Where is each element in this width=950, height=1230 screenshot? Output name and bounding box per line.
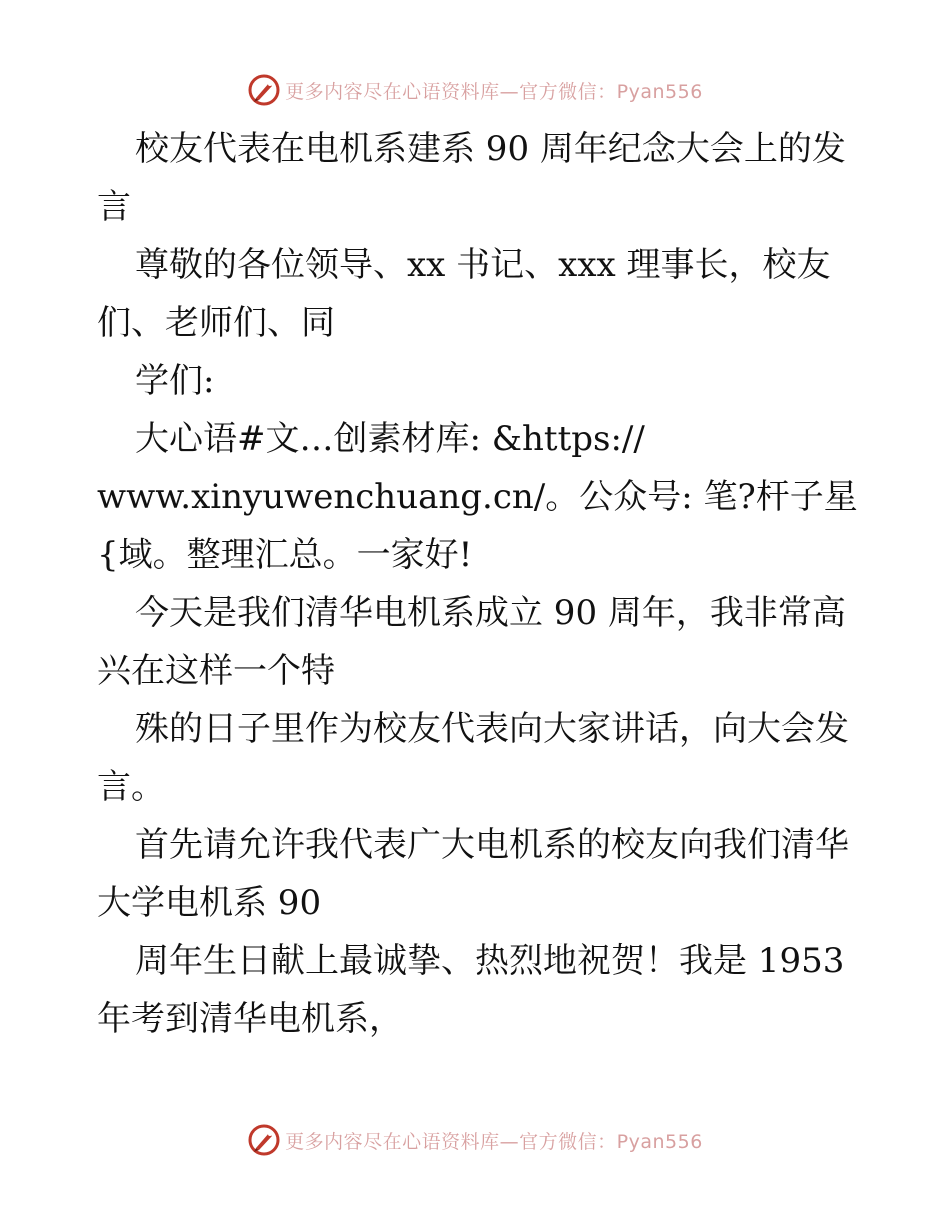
text-line: 年考到清华电机系， — [97, 999, 403, 1039]
text-line: {域。整理汇总。一家好! — [97, 535, 473, 575]
text-line: www.xinyuwenchuang.cn/。公众号: 笔?杆子星 — [97, 477, 858, 517]
text-line: 校友代表在电机系建系 90 周年纪念大会上的发 — [135, 129, 846, 169]
footer-banner — [0, 1120, 950, 1160]
text-line: 大学电机系 90 — [97, 883, 322, 923]
text-line: 学们: — [135, 361, 215, 401]
text-line: 言。 — [97, 767, 165, 807]
text-line: 周年生日献上最诚挚、热烈地祝贺！我是 1953 — [135, 941, 845, 981]
text-line: 兴在这样一个特 — [97, 651, 335, 691]
text-line: 大心语#文…创素材库: &https:// — [135, 419, 645, 459]
text-line: 今天是我们清华电机系成立 90 周年，我非常高 — [135, 593, 846, 633]
text-line: 们、老师们、同 — [97, 303, 335, 343]
text-line: 言 — [97, 187, 131, 227]
pen-logo-icon — [247, 1123, 281, 1157]
text-line: 尊敬的各位领导、xx 书记、xxx 理事长，校友 — [135, 245, 831, 285]
header-banner-text: 更多内容尽在心语资料库—官方微信：Pyan556 — [285, 80, 703, 103]
text-line: 殊的日子里作为校友代表向大家讲话，向大会发 — [135, 709, 849, 749]
footer-banner-text: 更多内容尽在心语资料库—官方微信：Pyan556 — [285, 1130, 703, 1153]
header-banner — [0, 70, 950, 110]
text-line: 首先请允许我代表广大电机系的校友向我们清华 — [135, 825, 849, 865]
pen-logo-icon — [247, 73, 281, 107]
document-body — [97, 120, 857, 1048]
